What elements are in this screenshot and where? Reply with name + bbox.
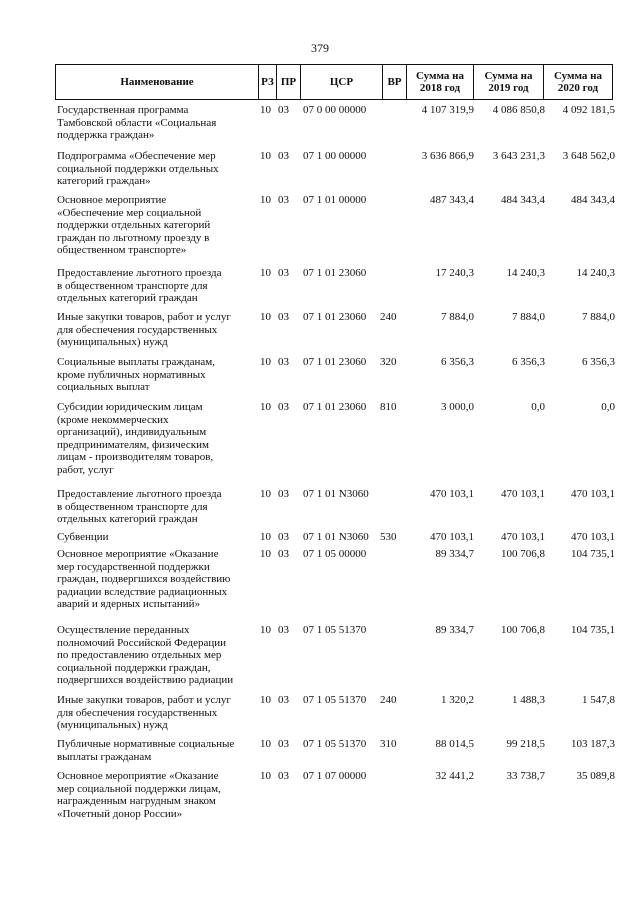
row-name: Основное мероприятие «Оказание мер социальной поддержки лицам, награжденным нагрудным знаком «Почетный донор России»: [57, 770, 221, 820]
row-sum-2020: 35 089,8: [576, 770, 615, 782]
row-name: Публичные нормативные социальные выплаты гражданам: [57, 738, 235, 763]
row-pr: 03: [278, 356, 289, 368]
row-csr: 07 1 01 N3060: [303, 531, 369, 543]
column-header-vr: ВР: [383, 65, 407, 99]
row-pr: 03: [278, 311, 289, 323]
row-rz: 10: [260, 267, 271, 279]
row-sum-2020: 7 884,0: [582, 311, 615, 323]
row-sum-2018: 4 107 319,9: [421, 104, 474, 116]
row-sum-2019: 100 706,8: [501, 624, 545, 636]
row-sum-2019: 470 103,1: [501, 531, 545, 543]
row-csr: 07 1 00 00000: [303, 150, 367, 162]
column-header-pr: ПР: [277, 65, 301, 99]
row-name: Иные закупки товаров, работ и услуг для обеспечения государственных (муниципальных) нужд: [57, 694, 231, 731]
row-sum-2020: 14 240,3: [576, 267, 615, 279]
row-sum-2018: 1 320,2: [441, 694, 474, 706]
row-rz: 10: [260, 311, 271, 323]
row-sum-2019: 0,0: [531, 401, 545, 413]
row-pr: 03: [278, 194, 289, 206]
column-header-sum-2019: Сумма на 2019 год: [474, 65, 544, 99]
row-csr: 07 1 01 23060: [303, 401, 367, 413]
row-csr: 07 1 07 00000: [303, 770, 367, 782]
row-pr: 03: [278, 401, 289, 413]
row-rz: 10: [260, 531, 271, 543]
row-sum-2018: 7 884,0: [441, 311, 474, 323]
column-header-sum-2020: Сумма на 2020 год: [553, 69, 603, 94]
row-sum-2019: 470 103,1: [501, 488, 545, 500]
row-rz: 10: [260, 194, 271, 206]
row-sum-2018: 89 334,7: [435, 548, 474, 560]
column-header-name: Наименование: [56, 65, 259, 99]
row-vr: 240: [380, 694, 397, 706]
row-name: Подпрограмма «Обеспечение мер социальной поддержки отдельных категорий граждан»: [57, 150, 219, 187]
row-sum-2018: 32 441,2: [435, 770, 474, 782]
row-sum-2018: 89 334,7: [435, 624, 474, 636]
row-rz: 10: [260, 356, 271, 368]
row-pr: 03: [278, 738, 289, 750]
row-sum-2019: 14 240,3: [506, 267, 545, 279]
column-header-csr: ЦСР: [301, 65, 383, 99]
row-sum-2019: 484 343,4: [501, 194, 545, 206]
row-sum-2018: 3 000,0: [441, 401, 474, 413]
row-sum-2020: 3 648 562,0: [562, 150, 615, 162]
row-sum-2020: 0,0: [601, 401, 615, 413]
row-rz: 10: [260, 488, 271, 500]
row-sum-2019: 100 706,8: [501, 548, 545, 560]
row-name: Субсидии юридическим лицам (кроме некоммерческих организаций), индивидуальным предпринимателям, физическим лицам - производителям товаров, работ, услуг: [57, 401, 214, 476]
table-header: [55, 64, 613, 100]
row-sum-2020: 470 103,1: [571, 488, 615, 500]
row-rz: 10: [260, 401, 271, 413]
row-csr: 07 1 05 51370: [303, 694, 367, 706]
row-sum-2019: 4 086 850,8: [492, 104, 545, 116]
row-sum-2018: 470 103,1: [430, 488, 474, 500]
row-pr: 03: [278, 694, 289, 706]
row-csr: 07 1 01 N3060: [303, 488, 369, 500]
row-name: Осуществление переданных полномочий Российской Федерации по предоставлению отдельных мер социальной поддержки граждан, подвергшихся воздействию радиации: [57, 624, 234, 686]
row-sum-2019: 99 218,5: [506, 738, 545, 750]
row-sum-2018: 470 103,1: [430, 531, 474, 543]
row-name: Предоставление льготного проезда в общественном транспорте для отдельных категорий граждан: [57, 267, 222, 304]
row-csr: 07 1 01 00000: [303, 194, 367, 206]
row-name: Субвенции: [57, 531, 109, 543]
row-csr: 07 1 05 51370: [303, 738, 367, 750]
row-vr: 810: [380, 401, 397, 413]
row-rz: 10: [260, 548, 271, 560]
column-header-sum-2018: Сумма на 2018 год: [407, 65, 474, 99]
row-sum-2020: 6 356,3: [582, 356, 615, 368]
row-sum-2019: 1 488,3: [512, 694, 545, 706]
row-vr: 310: [380, 738, 397, 750]
row-sum-2019: 7 884,0: [512, 311, 545, 323]
row-sum-2020: 104 735,1: [571, 548, 615, 560]
row-sum-2018: 3 636 866,9: [421, 150, 474, 162]
row-pr: 03: [278, 104, 289, 116]
row-sum-2020: 1 547,8: [582, 694, 615, 706]
row-vr: 240: [380, 311, 397, 323]
row-name: Предоставление льготного проезда в общественном транспорте для отдельных категорий граждан: [57, 488, 222, 525]
row-csr: 07 1 01 23060: [303, 267, 367, 279]
row-pr: 03: [278, 531, 289, 543]
row-csr: 07 1 01 23060: [303, 356, 367, 368]
row-sum-2019: 6 356,3: [512, 356, 545, 368]
row-sum-2018: 88 014,5: [435, 738, 474, 750]
row-rz: 10: [260, 770, 271, 782]
row-pr: 03: [278, 150, 289, 162]
row-csr: 07 1 05 51370: [303, 624, 367, 636]
row-sum-2018: 17 240,3: [435, 267, 474, 279]
row-rz: 10: [260, 694, 271, 706]
row-name: Иные закупки товаров, работ и услуг для обеспечения государственных (муниципальных) нужд: [57, 311, 231, 348]
row-rz: 10: [260, 738, 271, 750]
row-rz: 10: [260, 150, 271, 162]
row-pr: 03: [278, 624, 289, 636]
row-sum-2019: 3 643 231,3: [492, 150, 545, 162]
row-name: Государственная программа Тамбовской области «Социальная поддержка граждан»: [57, 104, 217, 141]
row-name: Социальные выплаты гражданам, кроме публичных нормативных социальных выплат: [57, 356, 215, 393]
row-csr: 07 0 00 00000: [303, 104, 367, 116]
row-rz: 10: [260, 624, 271, 636]
row-vr: 320: [380, 356, 397, 368]
row-name: Основное мероприятие «Оказание мер государственной поддержки граждан, подвергшихся воздействию радиации вследствие радиационных аварий и ядерных испытаний»: [57, 548, 231, 610]
row-sum-2019: 33 738,7: [506, 770, 545, 782]
row-pr: 03: [278, 488, 289, 500]
row-vr: 530: [380, 531, 397, 543]
row-sum-2020: 470 103,1: [571, 531, 615, 543]
row-name: Основное мероприятие «Обеспечение мер социальной поддержки отдельных категорий граждан по льготному проезду в общественном транспорте»: [57, 194, 211, 256]
row-pr: 03: [278, 267, 289, 279]
row-rz: 10: [260, 104, 271, 116]
page-number: 379: [311, 41, 329, 55]
row-sum-2018: 487 343,4: [430, 194, 474, 206]
row-pr: 03: [278, 770, 289, 782]
row-sum-2020: 103 187,3: [571, 738, 615, 750]
row-csr: 07 1 01 23060: [303, 311, 367, 323]
row-sum-2020: 104 735,1: [571, 624, 615, 636]
row-pr: 03: [278, 548, 289, 560]
column-header-rz: РЗ: [259, 65, 277, 99]
row-sum-2020: 4 092 181,5: [562, 104, 615, 116]
row-csr: 07 1 05 00000: [303, 548, 367, 560]
row-sum-2020: 484 343,4: [571, 194, 615, 206]
row-sum-2018: 6 356,3: [441, 356, 474, 368]
